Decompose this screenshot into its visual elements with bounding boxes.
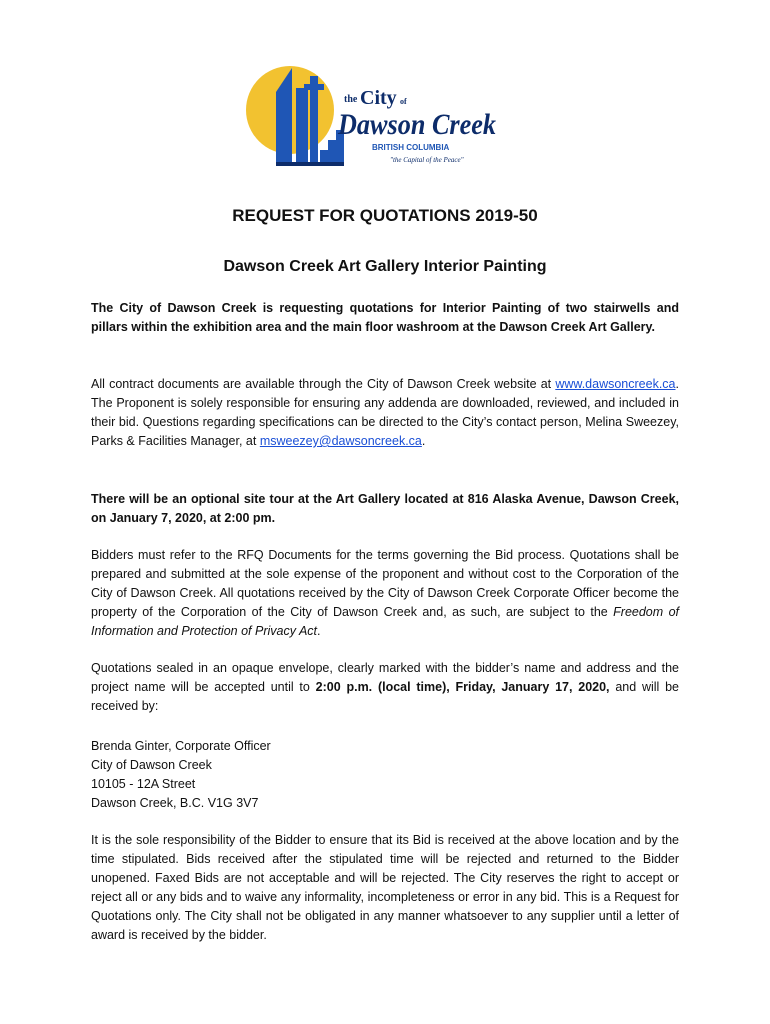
- documents-text-a: All contract documents are available through the City of Dawson Creek website at: [91, 377, 556, 391]
- submission-deadline: 2:00 p.m. (local time), Friday, January 17, 2020,: [315, 680, 610, 694]
- logo-name: Dawson Creek: [337, 108, 496, 141]
- logo-graphic: [240, 62, 500, 174]
- mailing-address: [91, 737, 271, 813]
- intro-paragraph: The City of Dawson Creek is requesting quotations for Interior Painting of two stairwells and pillars within the exhibition area and the main floor washroom at the Dawson Creek Art Gallery.: [91, 301, 679, 334]
- documents-text-c: .: [421, 434, 426, 448]
- address-line: City of Dawson Creek: [91, 758, 212, 772]
- logo-city: City: [360, 87, 397, 109]
- logo-of: of: [400, 97, 407, 106]
- document-subtitle: Dawson Creek Art Gallery Interior Painting: [223, 258, 547, 275]
- city-logo: [240, 62, 500, 174]
- terms-paragraph: [91, 546, 679, 641]
- documents-text-b: . The Proponent is solely responsible for ensuring any addenda are downloaded, reviewed, and included in their bid. Questions regarding specifications can be directed to the City’s contact person, Melina Sweezey, Parks & Facilities Manager, at: [91, 377, 679, 448]
- address-line: Dawson Creek, B.C. V1G 3V7: [91, 796, 259, 810]
- document-title: REQUEST FOR QUOTATIONS 2019-50: [232, 206, 538, 225]
- responsibility-paragraph: It is the sole responsibility of the Bidder to ensure that its Bid is received at the above location and by the time stipulated. Bids received after the stipulated time will be rejected and returned to the Bidder unopened. Faxed Bids are not acceptable and will be rejected. The City reserves the right to accept or reject all or any bids and to waive any informality, incompleteness or error in any bid. This is a Request for Quotations only. The City shall not be obligated in any manner whatsoever to any supplier until a letter of award is received by the bidder.: [91, 833, 679, 942]
- logo-tower-cross: [304, 84, 324, 90]
- address-line: 10105 - 12A Street: [91, 777, 196, 791]
- logo-building-mid: [296, 88, 308, 162]
- logo-tagline: "the Capital of the Peace": [390, 156, 464, 164]
- address-line: Brenda Ginter, Corporate Officer: [91, 739, 271, 753]
- privacy-act-title: Freedom of Information and Protection of Privacy Act: [91, 605, 679, 638]
- submission-text-b: and will be received by:: [91, 680, 680, 713]
- logo-province: BRITISH COLUMBIA: [372, 143, 450, 152]
- site-tour-paragraph: There will be an optional site tour at the Art Gallery located at 816 Alaska Avenue, Dawson Creek, on January 7, 2020, at 2:00 pm.: [91, 492, 679, 525]
- documents-paragraph: [91, 375, 679, 451]
- terms-text-b: .: [317, 624, 321, 638]
- submission-paragraph: [91, 659, 679, 716]
- logo-base: [276, 162, 344, 166]
- contact-email-link[interactable]: msweezey@dawsoncreek.ca: [259, 434, 422, 448]
- terms-text-a: Bidders must refer to the RFQ Documents for the terms governing the Bid process. Quotations shall be prepared and submitted at the sole expense of the proponent and without cost to the Corporation of the City of Dawson Creek. All quotations received by the City of Dawson Creek Corporate Officer become the property of the Corporation of the City of Dawson Creek and, as such, are subject to the: [91, 548, 679, 619]
- website-link[interactable]: www.dawsoncreek.ca: [555, 377, 676, 391]
- submission-text-a: Quotations sealed in an opaque envelope, clearly marked with the bidder’s name and address and the project name will be accepted until to: [91, 661, 679, 694]
- logo-the: the: [344, 94, 358, 105]
